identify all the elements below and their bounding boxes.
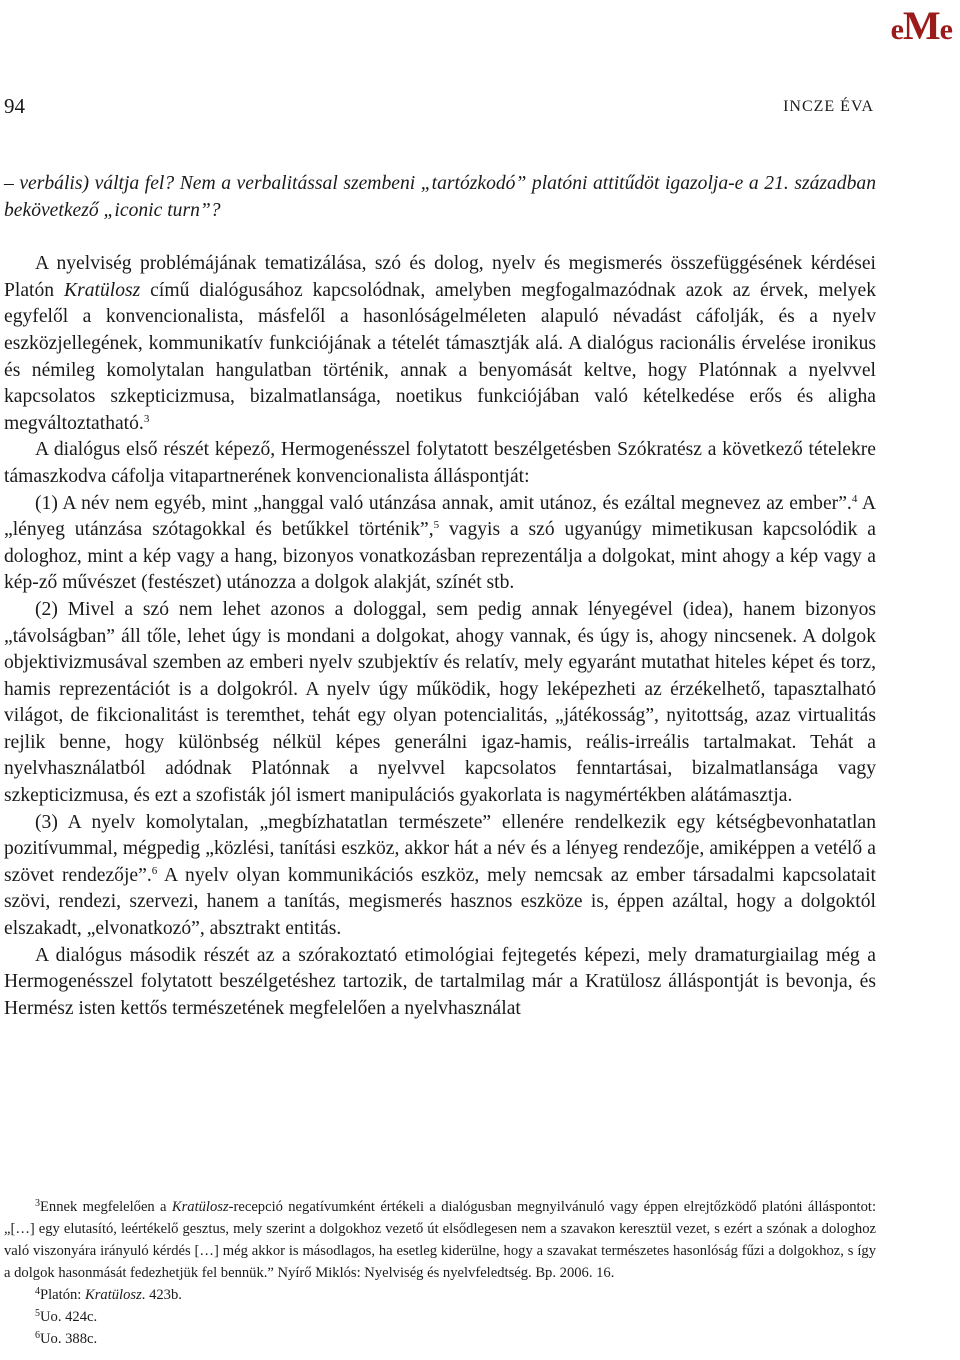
- paragraph-4: [4, 491, 876, 597]
- footnote-6-number: 6: [35, 1330, 40, 1341]
- paragraph-7: A dialógus második részét az a szórakoztató etimológiai fejtegetés képezi, mely dramaturgiailag még a Hermogenésszel folytatott beszélgetéshez tartozik, de tartalmilag már a Kratülosz álláspontját is bevonja, és Hermész isten kettős természetének megfelelően a nyelvhasználat: [4, 944, 876, 1019]
- paragraph-2-text-b: című dialógusához kapcsolódnak, amelyben megfogalmazódnak azok az érvek, melyek egyfelől a konvencionalista, másfelől a hasonlóságelméleten alapuló névadást cáfolják, és a nyelv eszközjellegének, kommunikatív funkciójának a tételét támasztják alá. A dialógus racionális érvelése ironikus és némileg komolytalan hangulatban történik, annak a benyomását keltve, hogy Platónnak a nyelvvel kapcsolatos szkepticizmusa, bizalmatlansága, noetikus funkciójában való kételkedése erős és aligha megváltoztatható.: [4, 279, 876, 434]
- footnote-3-text-a: Ennek megfelelően a: [40, 1199, 172, 1215]
- footnote-3-work-title: Kratülosz: [171, 1199, 229, 1215]
- paragraph-6-text-a: (3) A nyelv komolytalan, „megbízhatatlan természete” ellenére rendelkezik egy kétségbevonhatatlan pozitívummal, mégpedig „közlési, tanítási eszköz, akkor hát a név és a lényeg rendezője, amiképpen a vetélő a szövet rendezője”.: [4, 811, 876, 886]
- footnote-5-number: 5: [35, 1308, 40, 1319]
- paragraph-5: (2) Mivel a szó nem lehet azonos a dologgal, sem pedig annak lényegével (idea), hanem bizonyos „távolságban” áll tőle, lehet úgy is mondani a dolgokat, ahogy vannak, és úgy is, ahogy nincsenek. A dolgok objektivizmusával szemben az emberi nyelv szubjektív és relatív, mely egyaránt mutathat hiteles képet és torz, hamis reprezentációt is a dolgokról. A nyelv úgy működik, hogy leképezheti az érzékelhető, tapasztalható világot, de fikcionalitást is teremthet, tehát egy olyan potencialitás, „játékosság”, nyitottság, azaz virtualitás rejlik benne, hogy különbség nélkül képes generálni igaz-hamis, reális-irreális tartalmakat. Tehát a nyelvhasználatból adódnak Platónnak a nyelvvel kapcsolatos fenntartásai, bizalmatlansága vagy szkepticizmusa, és ezt a szofisták jól ismert manipulációs gyakorlata is nagymértékben alátámasztja.: [4, 598, 876, 807]
- paragraph-6-text-b: A nyelv olyan kommunikációs eszköz, mely nemcsak az ember társadalmi kapcsolatait szövi, rendezi, szervezi, hanem a tanítás, megismerés hasznos eszköze is, éppen azáltal, hogy a dolgoktól elszakadt, „elvonatkozó”, absztrakt entitás.: [4, 864, 876, 940]
- footnotes: [4, 1196, 876, 1350]
- footnote-4-text-b: . 423b.: [141, 1287, 182, 1303]
- footnote-5-text: Uo. 424c.: [40, 1309, 98, 1325]
- paragraph-1-italic: – verbális) váltja fel? Nem a verbalitással szembeni „tartózkodó” platóni attitűdöt igazolja-e a 21. században bekövetkező „iconic turn”?: [4, 173, 876, 221]
- footnote-3-text-b: -recepció negatívumként értékeli a dialógusban megnyilvánuló vagy éppen elrejtőzködő platóni álláspontot: „[…] egy elutasító, leértékelő gesztus, mely szerint a dolgokhoz vezető út elsődlegesen nem a szavakon keresztül vezet, s ezért a szónak a dologhoz való viszonyára irányuló kérdés […] még akkor is másodlagos, ha esetleg kiderülne, hogy a szavakat természetes hasonlóság fűzi a dolgokhoz, s így a dolgok hasonmását fedezhetjük fel bennük.” Nyírő Miklós: Nyelviség és nyelvfeledtség. Bp. 2006. 16.: [4, 1199, 877, 1281]
- running-header-author: INCZE ÉVA: [783, 98, 874, 115]
- footnote-ref-5[interactable]: 5: [433, 519, 440, 532]
- main-text: [4, 171, 876, 1022]
- paragraph-4-text-b: A „lényeg utánzása szótagokkal és betűkkel történik”,: [4, 492, 877, 541]
- footnote-6-text: Uo. 388c.: [40, 1331, 98, 1347]
- footnote-4-work-title: Kratülosz: [85, 1287, 142, 1303]
- footnote-ref-6[interactable]: 6: [151, 864, 158, 877]
- logo-letter-m: M: [902, 3, 940, 48]
- footnote-5: [4, 1306, 876, 1328]
- journal-logo: [891, 2, 952, 49]
- paragraph-6: [4, 810, 876, 943]
- footnote-3: [4, 1196, 876, 1284]
- footnote-4-text-a: Platón:: [40, 1287, 85, 1303]
- footnote-3-number: 3: [35, 1198, 40, 1209]
- paragraph-2-work-title: Kratülosz: [64, 279, 141, 301]
- page-number: 94: [4, 94, 25, 118]
- paragraph-3: A dialógus első részét képező, Hermogenésszel folytatott beszélgetésben Szókratész a következő tételekre támaszkodva cáfolja vitapartnerének konvencionalista álláspontját:: [4, 439, 876, 487]
- footnote-4: [4, 1284, 876, 1306]
- paragraph-4-text-a: (1) A név nem egyéb, mint „hanggal való utánzása annak, amit utánoz, és ezáltal megnevez az ember”.: [35, 492, 852, 514]
- footnote-ref-3[interactable]: 3: [143, 412, 150, 425]
- paragraph-1: [4, 171, 876, 224]
- paragraph-2: [4, 251, 876, 437]
- footnote-6: [4, 1328, 876, 1350]
- paragraph-2-text-a: A nyelviség problémájának tematizálása, szó és dolog, nyelv és megismerés összefüggésének kérdései Platón: [4, 253, 876, 301]
- footnote-ref-4[interactable]: 4: [851, 492, 858, 505]
- logo-letter-e1: e: [890, 13, 903, 46]
- logo-letter-e2: e: [939, 13, 952, 46]
- paragraph-4-text-c: vagyis a szó ugyanúgy mimetikusan kapcsolódik a dologhoz, mint a kép vagy a hang, bizonyos vonatkozásban reprezentálja a dolgokat, mint ahogy a kép vagy a kép-ző művészet (festészet) utánozza a dolgok alakját, színét stb.: [4, 519, 876, 594]
- footnote-4-number: 4: [35, 1286, 40, 1297]
